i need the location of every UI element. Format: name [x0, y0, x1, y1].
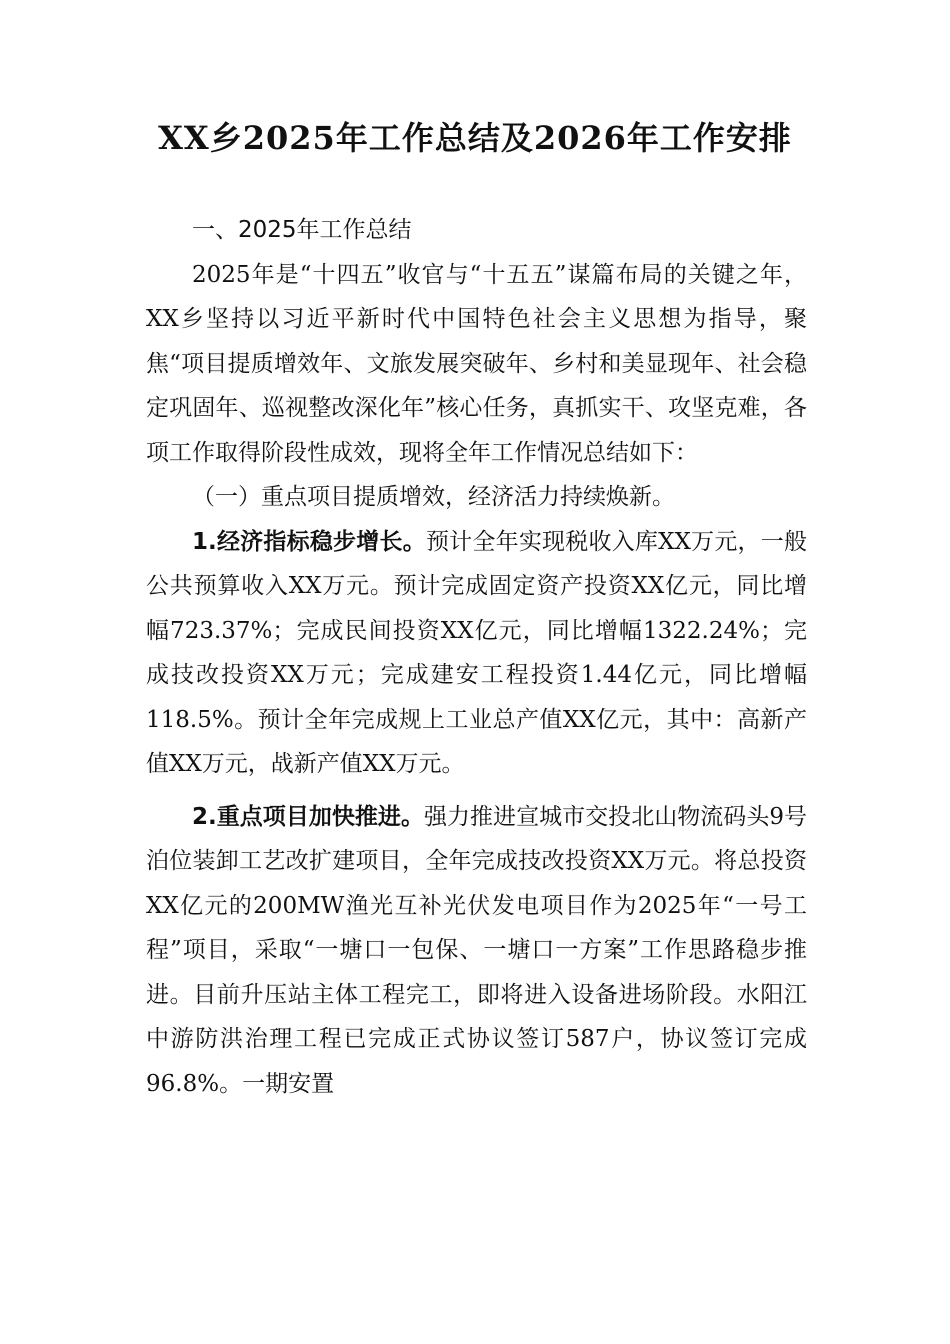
item-paragraph-economic-indicators [146, 520, 807, 787]
item-lead-economic-indicators: 1.经济指标稳步增长。 [192, 528, 426, 555]
intro-paragraph: 2025年是“十四五”收官与“十五五”谋篇布局的关键之年，XX乡坚持以习近平新时代中国特色社会主义思想为指导，聚焦“项目提质增效年、文旅发展突破年、乡村和美显现年、社会稳定巩固年、巡视整改深化年”核心任务，真抓实干、攻坚克难，各项工作取得阶段性成效，现将全年工作情况总结如下： [146, 261, 807, 466]
document-title: XX乡2025年工作总结及2026年工作安排 [158, 119, 792, 157]
document-body [146, 208, 807, 1106]
item-lead-key-projects: 2.重点项目加快推进。 [192, 803, 424, 830]
item-text-economic-indicators: 预计全年实现税收入库XX万元，一般公共预算收入XX万元。预计完成固定资产投资XX亿元，同比增幅723.37%；完成民间投资XX亿元，同比增幅1322.24%；完成技改投资XX万元；完成建安工程投资1.44亿元，同比增幅118.5%。预计全年完成规上工业总产值XX亿元，其中：高新产值XX万元，战新产值XX万元。 [146, 528, 808, 777]
item-paragraph-key-projects [146, 795, 807, 1107]
item-text-key-projects: 强力推进宣城市交投北山物流码头9号泊位装卸工艺改扩建项目，全年完成技改投资XX万元。将总投资XX亿元的200MW渔光互补光伏发电项目作为2025年“一号工程”项目，采取“一塘口一包保、一塘口一方案”工作思路稳步推进。目前升压站主体工程完工，即将进入设备进场阶段。水阳江中游防洪治理工程已完成正式协议签订587户，协议签订完成96.8%。一期安置 [146, 803, 807, 1097]
section-heading: 一、2025年工作总结 [192, 217, 412, 243]
subsection-heading: （一）重点项目提质增效，经济活力持续焕新。 [192, 484, 675, 510]
